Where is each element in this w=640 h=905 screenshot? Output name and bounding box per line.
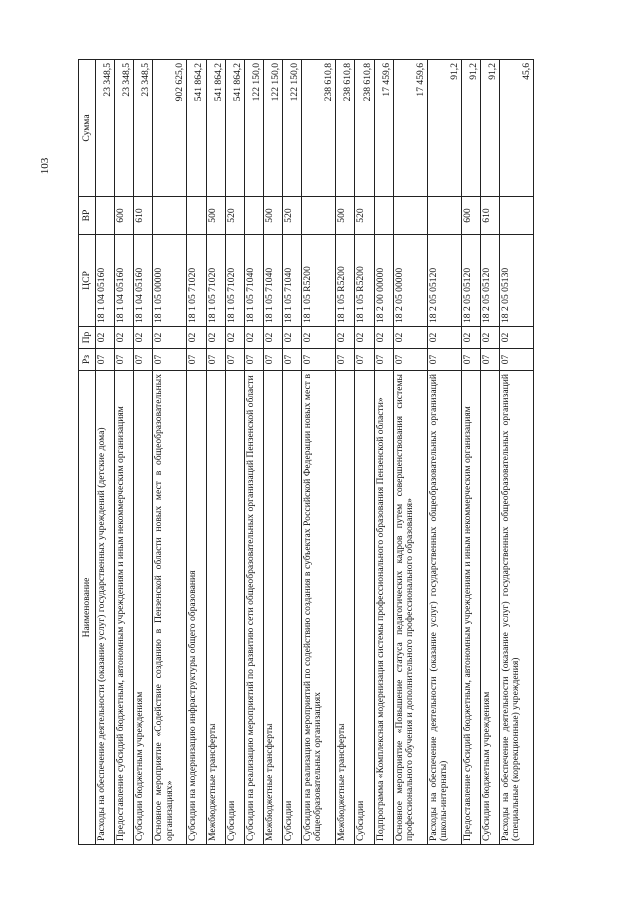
cell-name: Предоставление субсидий бюджетным, автономным учреждениям и иным некоммерческим организациям — [461, 371, 480, 845]
cell-vr — [393, 197, 427, 235]
cell-vr — [244, 197, 263, 235]
cell-csr: 18 1 05 00000 — [153, 235, 187, 327]
table-row — [393, 60, 427, 845]
cell-rz: 07 — [134, 349, 153, 371]
cell-vr: 500 — [206, 197, 225, 235]
cell-rz: 07 — [225, 349, 244, 371]
cell-csr: 18 2 05 05120 — [461, 235, 480, 327]
cell-vr: 520 — [283, 197, 302, 235]
table-row — [206, 60, 225, 845]
table-row — [283, 60, 302, 845]
cell-sum: 122 150,0 — [283, 60, 302, 197]
cell-rz: 07 — [244, 349, 263, 371]
cell-rz: 07 — [115, 349, 134, 371]
cell-name: Субсидии — [355, 371, 374, 845]
table-row — [374, 60, 393, 845]
cell-sum: 238 610,8 — [355, 60, 374, 197]
cell-name: Расходы на обеспечение деятельности (оказание услуг) государственных учреждений (детские дома) — [96, 371, 115, 845]
cell-pr: 02 — [461, 327, 480, 349]
cell-csr: 18 2 05 05120 — [427, 235, 461, 327]
cell-csr: 18 2 00 00000 — [374, 235, 393, 327]
table-row — [153, 60, 187, 845]
cell-rz: 07 — [461, 349, 480, 371]
cell-pr: 02 — [115, 327, 134, 349]
cell-sum: 17 459,6 — [393, 60, 427, 197]
table-body — [96, 60, 534, 845]
cell-rz: 07 — [336, 349, 355, 371]
cell-rz: 07 — [153, 349, 187, 371]
cell-sum: 238 610,8 — [336, 60, 355, 197]
cell-csr: 18 1 04 05160 — [115, 235, 134, 327]
cell-name: Межбюджетные трансферты — [336, 371, 355, 845]
table-row — [461, 60, 480, 845]
cell-sum: 45,6 — [499, 60, 533, 197]
cell-rz: 07 — [499, 349, 533, 371]
table-row — [427, 60, 461, 845]
cell-sum: 902 625,0 — [153, 60, 187, 197]
cell-csr: 18 1 05 71020 — [187, 235, 206, 327]
cell-rz: 07 — [187, 349, 206, 371]
table-row — [187, 60, 206, 845]
cell-vr: 500 — [264, 197, 283, 235]
cell-pr: 02 — [336, 327, 355, 349]
cell-pr: 02 — [206, 327, 225, 349]
cell-name: Основное мероприятие «Повышение статуса педагогических кадров путем совершенствования системы профессионального обучения и дополнительного профессионального образования» — [393, 371, 427, 845]
cell-sum: 91,2 — [461, 60, 480, 197]
cell-pr: 02 — [374, 327, 393, 349]
cell-csr: 18 2 05 00000 — [393, 235, 427, 327]
table-row — [302, 60, 336, 845]
cell-rz: 07 — [374, 349, 393, 371]
budget-table — [78, 59, 534, 845]
table-row — [355, 60, 374, 845]
cell-vr: 600 — [461, 197, 480, 235]
cell-pr: 02 — [302, 327, 336, 349]
cell-vr: 600 — [115, 197, 134, 235]
cell-pr: 02 — [187, 327, 206, 349]
cell-csr: 18 2 05 05130 — [499, 235, 533, 327]
cell-rz: 07 — [393, 349, 427, 371]
cell-pr: 02 — [355, 327, 374, 349]
cell-pr: 02 — [480, 327, 499, 349]
cell-name: Субсидии на реализацию мероприятий по содействию создания в субъектах Российской Федерации новых мест в общеобразовательных организациях — [302, 371, 336, 845]
table-row — [96, 60, 115, 845]
cell-sum: 91,2 — [480, 60, 499, 197]
cell-rz: 07 — [264, 349, 283, 371]
cell-name: Подпрограмма «Комплексная модернизация системы профессионального образования Пензенской области» — [374, 371, 393, 845]
cell-csr: 18 1 05 71020 — [206, 235, 225, 327]
table-container — [78, 60, 534, 845]
cell-name: Субсидии бюджетным учреждениям — [480, 371, 499, 845]
cell-sum: 23 348,5 — [134, 60, 153, 197]
header-csr: ЦСР — [79, 235, 96, 327]
cell-vr — [499, 197, 533, 235]
cell-sum: 23 348,5 — [115, 60, 134, 197]
cell-csr: 18 1 05 R5200 — [336, 235, 355, 327]
cell-sum: 23 348,5 — [96, 60, 115, 197]
cell-vr: 610 — [480, 197, 499, 235]
cell-vr: 610 — [134, 197, 153, 235]
cell-csr: 18 1 04 05160 — [96, 235, 115, 327]
cell-name: Расходы на обеспечение деятельности (оказание услуг) государственных общеобразовательных организаций (школы-интернаты) — [427, 371, 461, 845]
cell-vr — [374, 197, 393, 235]
cell-rz: 07 — [480, 349, 499, 371]
rotated-table-frame — [78, 60, 534, 845]
header-rz: Рз — [79, 349, 96, 371]
cell-vr: 500 — [336, 197, 355, 235]
cell-name: Субсидии — [225, 371, 244, 845]
cell-vr — [187, 197, 206, 235]
page-number: 103 — [39, 157, 51, 175]
table-row — [336, 60, 355, 845]
header-pr: Пр — [79, 327, 96, 349]
cell-name: Основное мероприятие «Содействие созданию в Пензенской области новых мест в общеобразовательных организациях» — [153, 371, 187, 845]
table-row — [115, 60, 134, 845]
cell-sum: 122 150,0 — [264, 60, 283, 197]
cell-name: Субсидии на реализацию мероприятий по развитию сети общеобразовательных организаций Пензенской области — [244, 371, 263, 845]
cell-vr — [302, 197, 336, 235]
cell-csr: 18 1 04 05160 — [134, 235, 153, 327]
cell-rz: 07 — [302, 349, 336, 371]
table-header-row — [79, 60, 96, 845]
cell-rz: 07 — [355, 349, 374, 371]
table-row — [499, 60, 533, 845]
header-name: Наименование — [79, 371, 96, 845]
header-vr: ВР — [79, 197, 96, 235]
cell-sum: 122 150,0 — [244, 60, 263, 197]
cell-csr: 18 2 05 05120 — [480, 235, 499, 327]
table-row — [264, 60, 283, 845]
cell-vr — [96, 197, 115, 235]
cell-vr: 520 — [225, 197, 244, 235]
table-row — [244, 60, 263, 845]
cell-csr: 18 1 05 71020 — [225, 235, 244, 327]
cell-name: Расходы на обеспечение деятельности (оказание услуг) государственных общеобразовательных организаций (специальные (коррекционные) учреждения) — [499, 371, 533, 845]
cell-vr: 520 — [355, 197, 374, 235]
cell-name: Межбюджетные трансферты — [206, 371, 225, 845]
table-row — [480, 60, 499, 845]
cell-sum: 541 864,2 — [206, 60, 225, 197]
cell-name: Межбюджетные трансферты — [264, 371, 283, 845]
cell-pr: 02 — [96, 327, 115, 349]
cell-vr — [153, 197, 187, 235]
cell-rz: 07 — [206, 349, 225, 371]
cell-sum: 541 864,2 — [187, 60, 206, 197]
cell-csr: 18 1 05 71040 — [264, 235, 283, 327]
cell-csr: 18 1 05 R5200 — [355, 235, 374, 327]
cell-name: Субсидии на модернизацию инфраструктуры общего образования — [187, 371, 206, 845]
cell-csr: 18 1 05 71040 — [244, 235, 263, 327]
cell-pr: 02 — [225, 327, 244, 349]
cell-sum: 17 459,6 — [374, 60, 393, 197]
cell-pr: 02 — [244, 327, 263, 349]
cell-csr: 18 1 05 71040 — [283, 235, 302, 327]
cell-sum: 91,2 — [427, 60, 461, 197]
cell-pr: 02 — [427, 327, 461, 349]
cell-pr: 02 — [264, 327, 283, 349]
cell-name: Предоставление субсидий бюджетным, автономным учреждениям и иным некоммерческим организациям — [115, 371, 134, 845]
cell-name: Субсидии бюджетным учреждениям — [134, 371, 153, 845]
cell-name: Субсидии — [283, 371, 302, 845]
cell-pr: 02 — [134, 327, 153, 349]
cell-pr: 02 — [393, 327, 427, 349]
cell-pr: 02 — [283, 327, 302, 349]
cell-pr: 02 — [153, 327, 187, 349]
table-row — [134, 60, 153, 845]
cell-pr: 02 — [499, 327, 533, 349]
cell-rz: 07 — [427, 349, 461, 371]
cell-csr: 18 1 05 R5200 — [302, 235, 336, 327]
cell-rz: 07 — [283, 349, 302, 371]
cell-rz: 07 — [96, 349, 115, 371]
cell-vr — [427, 197, 461, 235]
cell-sum: 238 610,8 — [302, 60, 336, 197]
header-sum: Сумма — [79, 60, 96, 197]
cell-sum: 541 864,2 — [225, 60, 244, 197]
table-row — [225, 60, 244, 845]
